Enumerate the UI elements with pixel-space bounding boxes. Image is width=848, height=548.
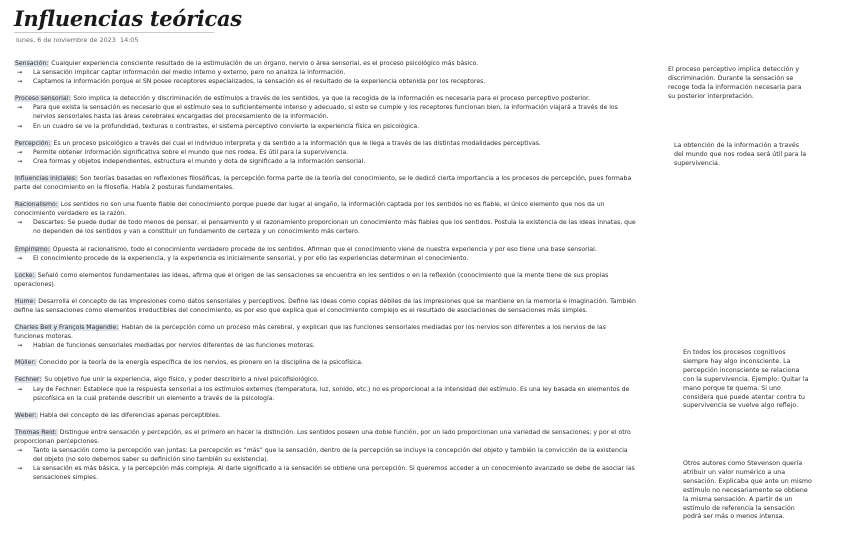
paragraph-text[interactable] xyxy=(14,200,636,218)
arrow-right-icon: → xyxy=(17,254,23,262)
paragraph-text[interactable] xyxy=(14,323,636,341)
term-highlight: Locke: xyxy=(15,271,35,279)
paragraph-text[interactable] xyxy=(14,245,636,254)
arrow-right-icon: → xyxy=(17,122,23,130)
paragraph-text[interactable] xyxy=(14,271,636,289)
term-highlight: Thomas Reid: xyxy=(15,428,57,436)
paragraph-body: Hablan de la percepción como un proceso más cerebral, y explican que las funciones sensoriales mediadas por los nervios son diferentes a los nervios de las funciones motoras. xyxy=(14,324,606,341)
term-highlight: Charles Bell y François Magendie: xyxy=(15,324,119,332)
bullet-text: Permite obtener información significativa sobre el mundo que nos rodea. Es útil para la supervivencia. xyxy=(33,148,349,156)
bullet-text: Ley de Fechner: Establece que la respuesta sensorial a los estímulos externos (temperatura, luz, sonido, etc.) no es proporcional a la intensidad del estímulo. Es una ley basada en elementos de psicofísica en la cual pretende describir un elemento a través de la psicología. xyxy=(33,385,630,402)
term-highlight: Racionalismo: xyxy=(15,201,58,209)
arrow-right-icon: → xyxy=(17,69,23,77)
arrow-right-icon: → xyxy=(17,385,23,393)
paragraph-text[interactable] xyxy=(14,94,636,103)
paragraph[interactable] xyxy=(14,200,636,236)
bullet-item[interactable] xyxy=(14,103,636,121)
paragraph[interactable] xyxy=(14,139,636,166)
paragraph-body: Su objetivo fue unir la experiencia, algo físico, y poder describirlo a nivel psicofisiológico. xyxy=(42,376,319,384)
term-highlight: Weber: xyxy=(15,411,37,419)
bullet-item[interactable] xyxy=(14,122,636,131)
paragraph-body: Solo implica la detección y discriminación de estímulos a través de los sentidos, ya que la recogida de la información es necesaria para el proceso perceptivo posterior. xyxy=(71,95,590,103)
paragraph[interactable] xyxy=(14,323,636,350)
arrow-right-icon: → xyxy=(17,148,23,156)
term-highlight: Hume: xyxy=(15,297,36,305)
paragraph-text[interactable] xyxy=(14,174,636,192)
paragraph[interactable] xyxy=(14,59,636,86)
paragraph-text[interactable] xyxy=(14,139,636,148)
title-divider xyxy=(14,32,214,33)
paragraph-text[interactable] xyxy=(14,297,636,315)
bullet-text: La sensación implicar captar información del medio interno y externo, pero no analiza la información. xyxy=(33,69,346,77)
side-note-1[interactable]: El proceso perceptivo implica detección y discriminación. Durante la sensación se recoge toda la información necesaria para su posterior interpretación. xyxy=(668,66,802,100)
bullet-text: En un cuadro se ve la profundidad, texturas o contrastes, el sistema perceptivo convierte la experiencia física en psicológica. xyxy=(33,122,420,130)
paragraph[interactable] xyxy=(14,245,636,263)
paragraph-body: Señaló como elementos fundamentales las ideas, afirma que el origen de las sensaciones se encuentra en los sentidos o en la reflexión (conocimiento que la mente tiene de sus propias operaciones). xyxy=(14,271,609,288)
paragraph-text[interactable] xyxy=(14,375,636,384)
paragraph-body: Es un proceso psicológico a través del cual el individuo interpreta y da sentido a la información que le llega a través de las distintas modalidades perceptivas. xyxy=(51,139,541,147)
paragraph[interactable] xyxy=(14,428,636,483)
paragraph[interactable] xyxy=(14,358,636,367)
paragraph-body: Conocido por la teoría de la energía específica de los nervios, es pionero en la disciplina de la psicofísica. xyxy=(36,359,363,367)
term-highlight: Fechner: xyxy=(15,376,42,384)
paragraph-body: Cualquier experiencia consciente resultado de la estimulación de un órgano, nervio o área sensorial, es el proceso psicológico más básico. xyxy=(49,60,479,67)
side-note-4[interactable]: Otros autores como Stevenson quería atribuir un valor numérico a una sensación. Explicaba que ante un mismo estímulo no necesariamente se obtiene la misma sensación. A partir de un estímulo de referencia la sensación podrá ser más o menos intensa. xyxy=(683,460,812,521)
arrow-right-icon: → xyxy=(17,342,23,350)
bullet-item[interactable] xyxy=(14,341,636,350)
arrow-right-icon: → xyxy=(17,157,23,165)
paragraph[interactable] xyxy=(14,411,636,420)
bullet-text: La sensación es más básica, y la percepción más compleja. Al darle significado a la sensación se obtiene una percepción. Si queremos acceder a un conocimiento avanzado se debe de asociar las sensaciones simples. xyxy=(33,465,635,482)
term-highlight: Influencias iniciales: xyxy=(15,174,78,182)
term-highlight: Sensación: xyxy=(15,60,49,67)
bullet-item[interactable] xyxy=(14,148,636,157)
arrow-right-icon: → xyxy=(17,104,23,112)
paragraph-text[interactable] xyxy=(14,411,636,420)
bullet-text: Hablan de funciones sensoriales mediadas por nervios diferentes de las funciones motoras. xyxy=(33,342,315,350)
side-note-3[interactable]: En todos los procesos cognitivos siempre hay algo inconsciente. La percepción inconsciente se relaciona con la supervivencia. Ejemplo: Quitar la mano porque te quema. Si uno considera que puede atentar contra tu supervivencia se vuelve algo reflejo. xyxy=(683,349,809,410)
term-highlight: Empirismo: xyxy=(15,245,50,253)
bullet-text: Crea formas y objetos independientes, estructura el mundo y dota de significado a la información sensorial. xyxy=(33,157,366,165)
bullet-item[interactable] xyxy=(14,68,636,77)
paragraph[interactable] xyxy=(14,297,636,315)
paragraph-body: Son teorías basadas en reflexiones filosóficas, la percepción forma parte de la teoría del conocimiento, se le dedicó cierta importancia a los procesos de percepción, pues formaba parte del conocimiento en la filosofía. Había 2 posturas fundamentales. xyxy=(14,174,632,192)
paragraph-body: Desarrolla el concepto de las impresiones como datos sensoriales y perceptivos. Define las ideas como copias débiles de las impresiones que se mantiene en la memoria e imaginación. También define las sensaciones como elementos irreductibles del conocimiento, es por eso que explica que el conocimiento complejo es el resultado de asociaciones de sensaciones más simples. xyxy=(14,297,636,314)
note-date: lunes, 6 de noviembre de 2023 xyxy=(16,36,116,44)
bullet-item[interactable] xyxy=(14,218,636,236)
bullet-text: Descartes: Se puede dudar de todo menos de pensar, el pensamiento y el razonamiento proporcionan un conocimiento más fiables que los sentidos. Postula la existencia de las ideas innatas, que no dependen de los sentidos y van a constituir un fundamento de certeza y un conocimiento más certero. xyxy=(33,219,636,236)
paragraph[interactable] xyxy=(14,271,636,289)
paragraph[interactable] xyxy=(14,375,636,402)
page-title: Influencias teóricas xyxy=(14,6,242,31)
arrow-right-icon: → xyxy=(17,465,23,473)
paragraph-body: Distingue entre sensación y percepción, es el primero en hacer la distinción. Los sentidos poseen una doble función, por un lado proporcionan una variedad de sensaciones; y por el otro proporcionan percepciones. xyxy=(14,428,631,445)
bullet-text: Para que exista la sensación es necesario que el estímulo sea lo suficientemente intenso y adecuado, si esto se cumple y los receptores funcionan bien, la información viajará a través de los nervios sensoriales hasta las áreas cerebrales encargadas del procesamiento de la información. xyxy=(33,104,618,121)
paragraph-text[interactable] xyxy=(14,428,636,446)
paragraph[interactable] xyxy=(14,94,636,130)
note-body[interactable] xyxy=(14,59,636,490)
bullet-text: El conocimiento procede de la experiencia, y la experiencia es inicialmente sensorial, y por ello las experiencias determinan el conocimiento. xyxy=(33,254,469,262)
bullet-item[interactable] xyxy=(14,385,636,403)
term-highlight: Percepción: xyxy=(15,139,51,147)
side-note-2[interactable]: La obtención de la información a través del mundo que nos rodea será útil para la supervivencia. xyxy=(674,142,807,167)
bullet-item[interactable] xyxy=(14,254,636,263)
paragraph-body: Los sentidos no son una fuente fiable del conocimiento porque puede dar lugar al engaño, la información captada por los sentidos no es fiable, el único elemento que nos da un conocimiento verdadero es la razón. xyxy=(14,201,605,218)
paragraph-body: Opuesta al racionalismo, todo el conocimiento verdadero procede de los sentidos. Afirman que el conocimiento viene de nuestra experiencia y por eso tiene una base sensorial. xyxy=(50,245,597,253)
paragraph-body: Habla del concepto de las diferencias apenas perceptibles. xyxy=(37,411,221,419)
paragraph-text[interactable] xyxy=(14,59,636,68)
bullet-text: Tanto la sensación como la percepción van juntas: La percepción es “más” que la sensación, dentro de la percepción se incluye la concepción del objeto y también la convicción de la existencia del objeto (no solo debemos saber su definición sino también su existencia). xyxy=(33,447,628,464)
bullet-item[interactable] xyxy=(14,446,636,464)
paragraph[interactable] xyxy=(14,174,636,192)
bullet-item[interactable] xyxy=(14,77,636,86)
bullet-text: Captamos la información porque el SN posee receptores especializados, la sensación es el resultado de la experiencia obtenida por los receptores. xyxy=(33,78,486,86)
term-highlight: Proceso sensorial: xyxy=(15,95,71,103)
bullet-item[interactable] xyxy=(14,157,636,166)
arrow-right-icon: → xyxy=(17,219,23,227)
arrow-right-icon: → xyxy=(17,447,23,454)
arrow-right-icon: → xyxy=(17,78,23,86)
bullet-item[interactable] xyxy=(14,464,636,482)
note-time: 14:05 xyxy=(120,36,139,44)
paragraph-text[interactable] xyxy=(14,358,636,367)
term-highlight: Müller: xyxy=(15,359,36,367)
